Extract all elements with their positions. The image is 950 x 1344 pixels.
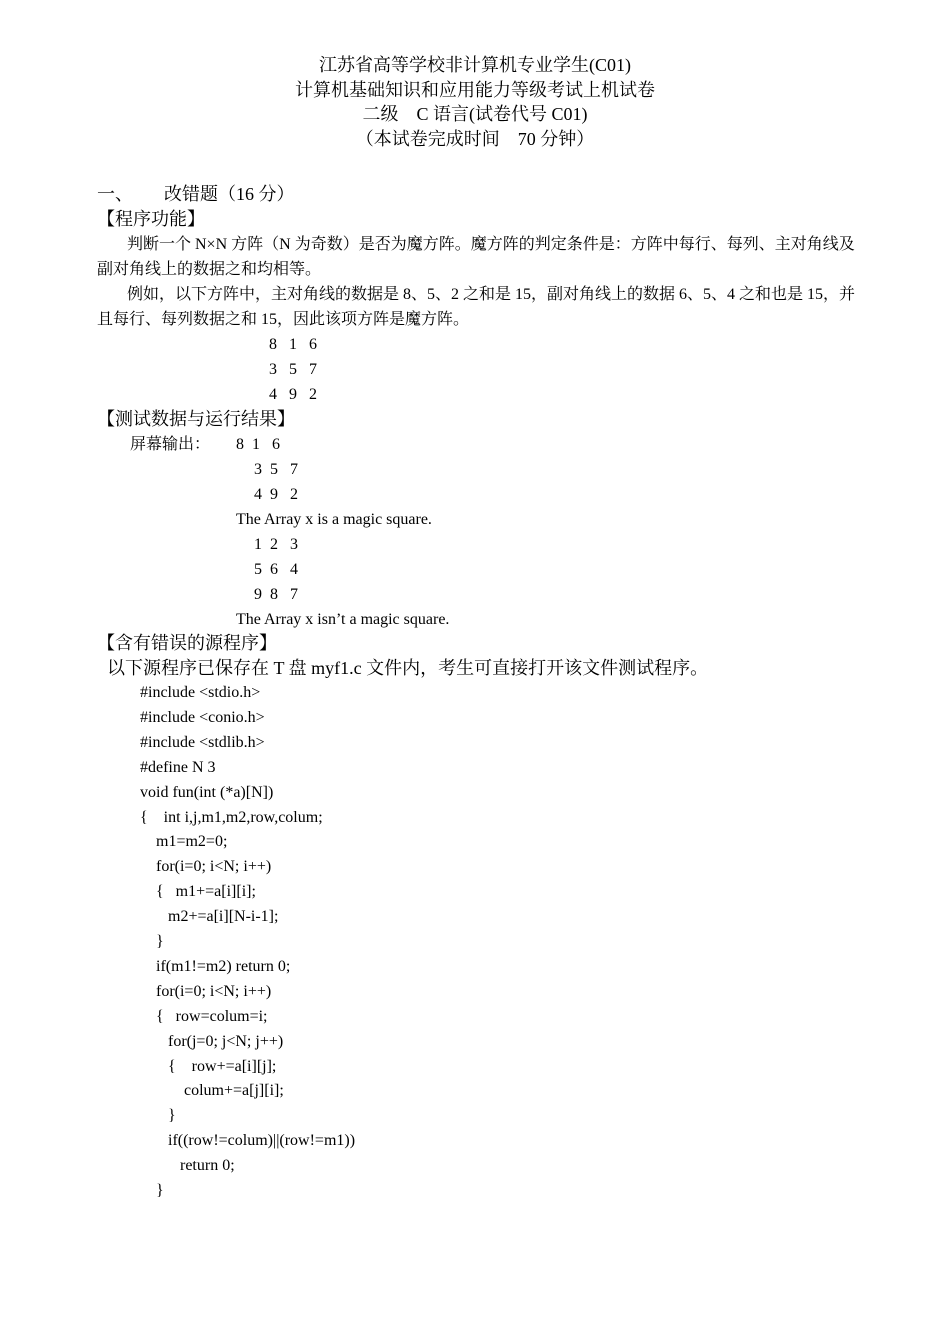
exam-header [0, 53, 950, 151]
output-matrix1-row-3: 4 9 2 [254, 486, 298, 503]
header-line-2: 计算机基础知识和应用能力等级考试上机试卷 [295, 79, 655, 100]
source-note: 以下源程序已保存在 T 盘 myf1.c 文件内，考生可直接打开该文件测试程序。 [107, 658, 709, 678]
example-matrix-row-1: 8 1 6 [269, 336, 317, 353]
code-line: colum+=a[j][i]; [140, 1082, 284, 1100]
output-matrix1-row-1: 8 1 6 [236, 436, 280, 453]
code-line: { row+=a[i][j]; [140, 1057, 277, 1075]
code-line: #define N 3 [140, 758, 216, 776]
source-heading: 【含有错误的源程序】 [97, 633, 277, 653]
code-line: if(m1!=m2) return 0; [140, 957, 291, 975]
section-title: 改错题（16 分） [164, 184, 295, 204]
example-matrix-row-3: 4 9 2 [269, 386, 317, 403]
output-result-1: The Array x is a magic square. [236, 511, 432, 528]
code-line: { row=colum=i; [140, 1007, 268, 1025]
code-line: #include <conio.h> [140, 708, 265, 726]
code-line: { m1+=a[i][i]; [140, 883, 256, 901]
section-number: 一、 [97, 184, 133, 204]
example-matrix-row-2: 3 5 7 [269, 361, 317, 378]
program-function-para-2: 例如，以下方阵中，主对角线的数据是 8、5、2 之和是 15，副对角线上的数据 6、5、4 之和也是 15，并且每行、每列数据之和 15，因此该项方阵是魔方阵。 [97, 286, 856, 328]
output-result-2: The Array x isn’t a magic square. [236, 611, 450, 628]
code-line: } [140, 1107, 176, 1125]
code-line: } [140, 933, 164, 950]
code-line: #include <stdlib.h> [140, 733, 265, 751]
code-line: for(j=0; j<N; j++) [140, 1032, 284, 1050]
output-matrix1-row-2: 3 5 7 [254, 461, 298, 478]
code-line: m1=m2=0; [140, 833, 228, 851]
output-matrix2-row-1: 1 2 3 [254, 536, 298, 553]
test-data-heading: 【测试数据与运行结果】 [97, 409, 295, 429]
output-matrix2-row-3: 9 8 7 [254, 586, 298, 603]
header-line-1: 江苏省高等学校非计算机专业学生(C01) [319, 55, 631, 75]
code-line: for(i=0; i<N; i++) [140, 982, 272, 1000]
code-line: m2+=a[i][N-i-1]; [140, 908, 279, 926]
header-line-3: 二级 C 语言(试卷代号 C01) [362, 104, 588, 124]
code-line: { int i,j,m1,m2,row,colum; [140, 808, 323, 826]
output-matrix2-row-2: 5 6 4 [254, 561, 298, 578]
code-line: #include <stdio.h> [140, 684, 261, 701]
screen-output-label: 屏幕输出： [130, 436, 211, 453]
program-function-heading: 【程序功能】 [97, 209, 205, 229]
code-line: void fun(int (*a)[N]) [140, 783, 274, 801]
code-line: } [140, 1182, 164, 1199]
code-line: return 0; [140, 1157, 235, 1175]
code-line: if((row!=colum)||(row!=m1)) [140, 1132, 356, 1150]
code-line: for(i=0; i<N; i++) [140, 858, 272, 876]
program-function-para-1: 判断一个 N×N 方阵（N 为奇数）是否为魔方阵。魔方阵的判定条件是：方阵中每行、每列、主对角线及副对角线上的数据之和均相等。 [97, 236, 855, 278]
header-line-4: （本试卷完成时间 70 分钟） [355, 128, 595, 149]
